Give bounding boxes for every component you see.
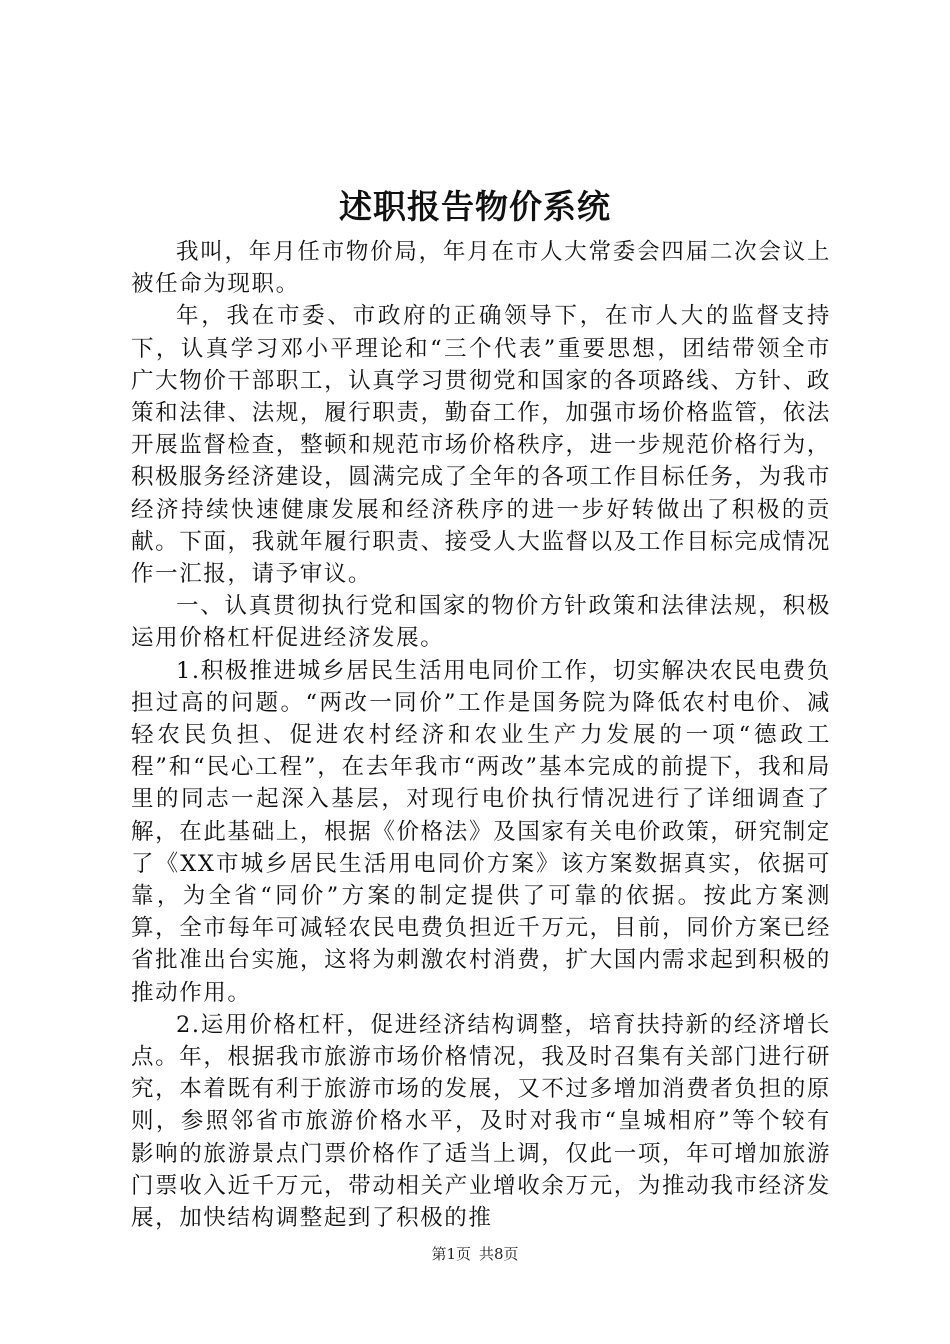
paragraph-summary: 年，我在市委、市政府的正确领导下，在市人大的监督支持下，认真学习邓小平理论和“三个代表”重要思想，团结带领全市广大物价干部职工，认真学习贯彻党和国家的各项路线、方针、政策和法律、法规，履行职责，勤奋工作，加强市场价格监管，依法开展监督检查，整顿和规范市场价格秩序，进一步规范价格行为，积极服务经济建设，圆满完成了全年的各项工作目标任务，为我市经济持续快速健康发展和经济秩序的进一步好转做出了积极的贡献。下面，我就年履行职责、接受人大监督以及工作目标完成情况作一汇报，请予审议。 — [131, 303, 831, 588]
document-title: 述职报告物价系统 — [339, 187, 611, 226]
page-total: 共8页 — [479, 1245, 519, 1263]
page-number: 第1页 — [431, 1245, 471, 1263]
paragraph-intro: 我叫，年月任市物价局，年月在市人大常委会四届二次会议上被任命为现职。 — [131, 239, 831, 298]
paragraph-item-2: 2.运用价格杠杆，促进经济结构调整，培育扶持新的经济增长点。年，根据我市旅游市场价格情况，我及时召集有关部门进行研究，本着既有利于旅游市场的发展，又不过多增加消费者负担的原则，参照邻省市旅游价格水平，及时对我市“皇城相府”等个较有影响的旅游景点门票价格作了适当上调，仅此一项，年可增加旅游门票收入近千万元，带动相关产业增收余万元，为推动我市经济发展，加快结构调整起到了积极的推 — [131, 1011, 831, 1232]
document-body — [131, 236, 831, 1234]
page-footer — [0, 1244, 950, 1264]
paragraph-item-1: 1.积极推进城乡居民生活用电同价工作，切实解决农民电费负担过高的问题。“两改一同价”工作是国务院为降低农村电价、减轻农民负担、促进农村经济和农业生产力发展的一项“德政工程”和“民心工程”，在去年我市“两改”基本完成的前提下，我和局里的同志一起深入基层，对现行电价执行情况进行了详细调查了解，在此基础上，根据《价格法》及国家有关电价政策，研究制定了《XX市城乡居民生活用电同价方案》该方案数据真实，依据可靠，为全省“同价”方案的制定提供了可靠的依据。按此方案测算，全市每年可减轻农民电费负担近千万元，目前，同价方案已经省批准出台实施，这将为刺激农村消费，扩大国内需求起到积极的推动作用。 — [131, 657, 831, 1006]
section-heading-1: 一、认真贯彻执行党和国家的物价方针政策和法律法规，积极运用价格杠杆促进经济发展。 — [131, 593, 831, 652]
